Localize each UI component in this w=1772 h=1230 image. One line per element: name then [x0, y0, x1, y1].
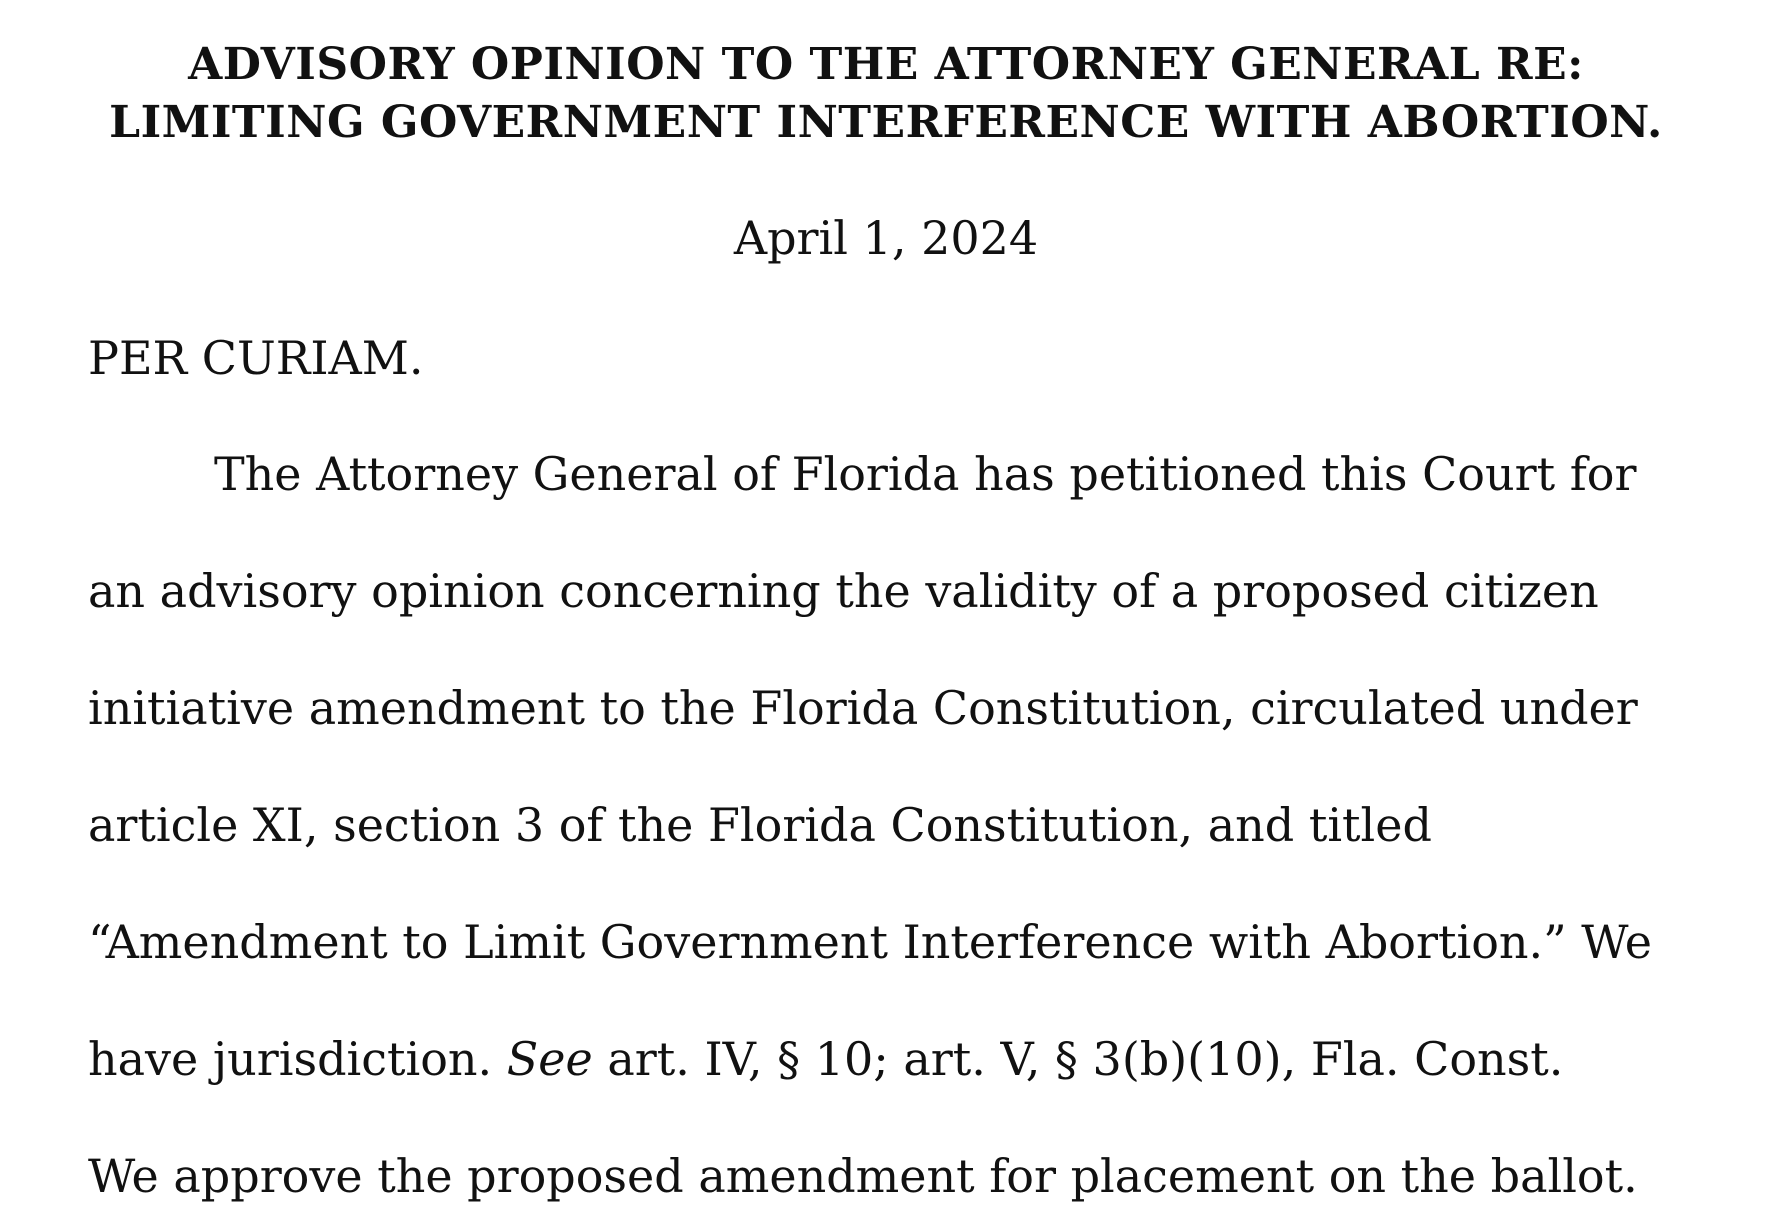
citation-signal: See: [506, 1032, 593, 1086]
paragraph-line-2: an advisory opinion concerning the validity of a proposed citizen: [88, 564, 1599, 618]
paragraph-line-6: [88, 1029, 1728, 1146]
paragraph-line-5: “Amendment to Limit Government Interference with Abortion.” We: [88, 915, 1653, 969]
paragraph-line-7: We approve the proposed amendment for placement on the ballot.: [88, 1149, 1638, 1203]
paragraph-line-6-citation: art. IV, § 10; art. V, § 3(b)(10), Fla. Const.: [592, 1032, 1564, 1086]
opinion-paragraph: [88, 444, 1728, 1206]
paragraph-line-3: initiative amendment to the Florida Constitution, circulated under: [88, 681, 1638, 735]
paragraph-line-6-text: have jurisdiction.: [88, 1032, 507, 1086]
paragraph-line-1: The Attorney General of Florida has petitioned this Court for: [214, 447, 1637, 501]
case-caption: [0, 36, 1772, 152]
caption-line-2: LIMITING GOVERNMENT INTERFERENCE WITH ABORTION.: [109, 97, 1663, 148]
per-curiam-heading: PER CURIAM.: [88, 331, 424, 385]
paragraph-line-4: article XI, section 3 of the Florida Constitution, and titled: [88, 798, 1432, 852]
caption-line-1: ADVISORY OPINION TO THE ATTORNEY GENERAL RE:: [188, 39, 1584, 90]
decision-date: April 1, 2024: [733, 211, 1039, 265]
